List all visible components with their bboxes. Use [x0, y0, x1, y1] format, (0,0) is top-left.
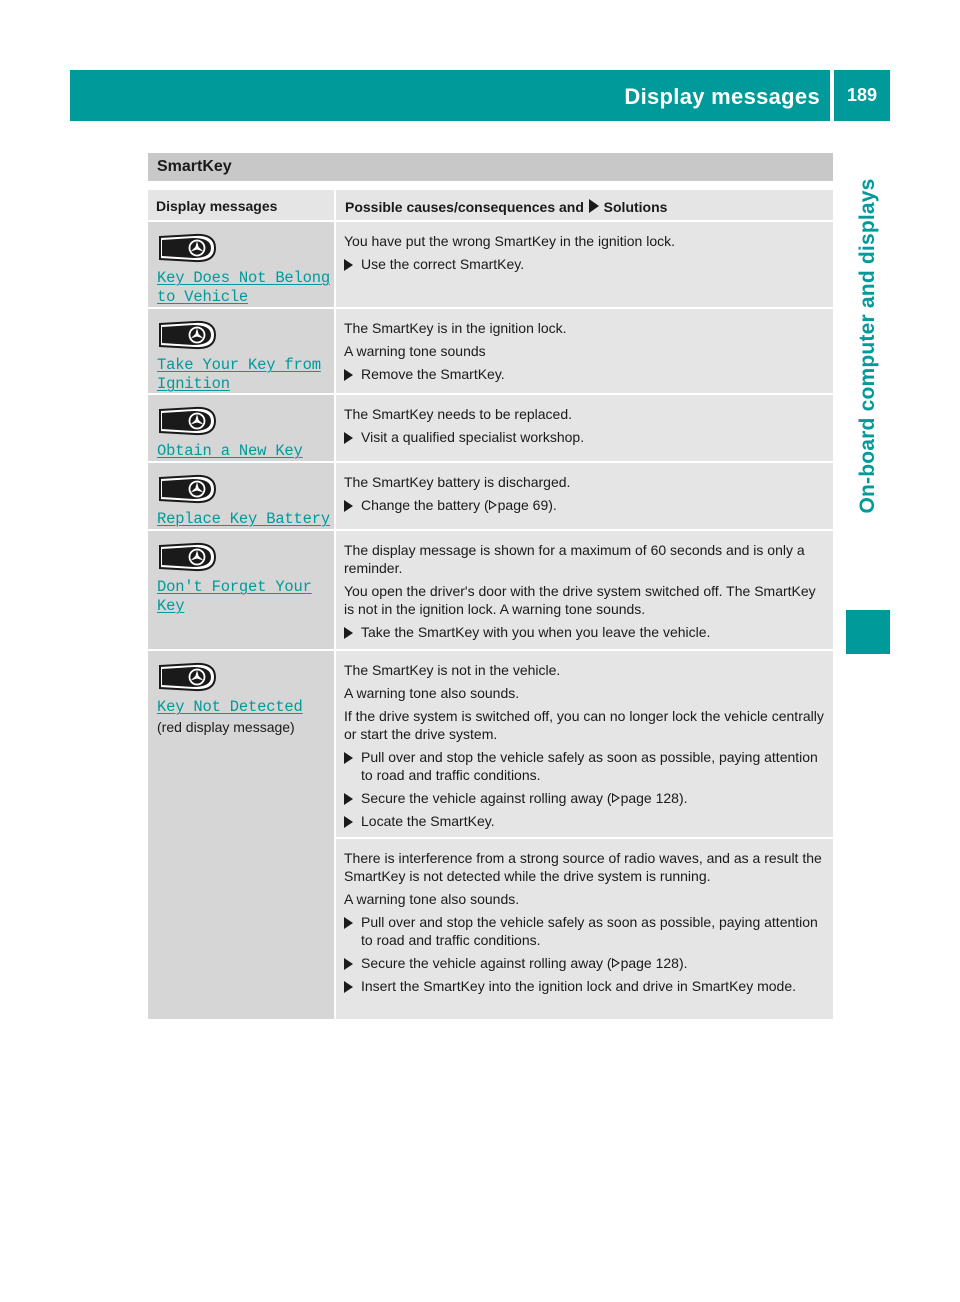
solution-step	[344, 623, 825, 641]
page-reference-icon	[489, 500, 498, 511]
solution-step	[344, 954, 825, 972]
cause-text: If the drive system is switched off, you can no longer lock the vehicle centrally or start the drive system.	[344, 708, 824, 742]
cause-text: You open the driver's door with the drive system switched off. The SmartKey is not in the ignition lock. A warning tone sounds.	[344, 583, 816, 617]
table-row	[148, 463, 833, 531]
solution-cell	[334, 309, 833, 393]
arrow-icon	[344, 752, 353, 764]
header-title: Display messages	[624, 84, 820, 109]
smartkey-icon	[157, 405, 217, 437]
solution-cell	[334, 463, 833, 529]
side-title: On-board computer and displays	[856, 178, 879, 514]
solution-block	[336, 395, 833, 446]
solution-block	[336, 309, 833, 383]
table-body	[148, 222, 833, 1021]
step-text: ).	[678, 955, 688, 971]
message-cell	[148, 651, 334, 1019]
solution-step	[344, 748, 825, 784]
arrow-icon	[344, 793, 353, 805]
cause-text: The display message is shown for a maximum of 60 seconds and is only a reminder.	[344, 542, 805, 576]
cause-text: The SmartKey battery is discharged.	[344, 474, 571, 490]
step-text: ).	[678, 790, 688, 806]
smartkey-icon	[157, 319, 217, 351]
message-note: (red display message)	[157, 719, 295, 735]
solution-step	[344, 365, 825, 383]
step-text: Take the SmartKey with you when you leave the vehicle.	[361, 624, 711, 640]
solution-step	[344, 428, 825, 446]
column-header-solutions-a: Possible causes/consequences and	[345, 199, 584, 215]
step-text: Locate the SmartKey.	[361, 813, 495, 829]
solution-step	[344, 977, 825, 995]
solution-cell	[334, 222, 833, 307]
solution-block	[336, 463, 833, 514]
smartkey-icon	[157, 473, 217, 505]
solution-step	[344, 496, 825, 514]
message-cell	[148, 463, 334, 529]
message-cell	[148, 531, 334, 649]
solution-step	[344, 913, 825, 949]
smartkey-icon	[157, 661, 217, 693]
arrow-icon	[344, 259, 353, 271]
smartkey-icon	[157, 232, 217, 264]
arrow-icon	[344, 369, 353, 381]
table-header	[148, 190, 833, 222]
step-text: Use the correct SmartKey.	[361, 256, 525, 272]
column-header-solutions	[334, 190, 833, 220]
message-table	[148, 190, 833, 1021]
page-reference-icon	[612, 958, 621, 969]
arrow-icon	[589, 199, 599, 213]
step-text: Insert the SmartKey into the ignition lock and drive in SmartKey mode.	[361, 978, 796, 994]
solution-block	[336, 531, 833, 641]
solution-cell	[334, 651, 833, 1019]
page-reference[interactable]: page 128	[620, 790, 679, 806]
display-message: Key Not Detected	[157, 698, 303, 716]
arrow-icon	[344, 432, 353, 444]
table-row	[148, 222, 833, 309]
cause-text: A warning tone also sounds.	[344, 891, 520, 907]
display-message: Obtain a New Key	[157, 442, 303, 460]
arrow-icon	[344, 500, 353, 512]
table-row	[148, 651, 833, 1021]
message-cell	[148, 309, 334, 393]
message-cell	[148, 222, 334, 307]
side-block	[846, 610, 890, 654]
step-text: Remove the SmartKey.	[361, 366, 505, 382]
display-message: Don't Forget Your Key	[157, 578, 312, 615]
page-number: 189	[834, 70, 890, 121]
cause-text: The SmartKey is not in the vehicle.	[344, 662, 561, 678]
arrow-icon	[344, 816, 353, 828]
smartkey-icon	[157, 541, 217, 573]
solution-cell	[334, 531, 833, 649]
arrow-icon	[344, 917, 353, 929]
page-reference[interactable]: page 128	[620, 955, 679, 971]
arrow-icon	[344, 958, 353, 970]
step-text: Secure the vehicle against rolling away (	[361, 955, 612, 971]
section-title: SmartKey	[148, 153, 833, 181]
step-text: Pull over and stop the vehicle safely as soon as possible, paying attention to road and traffic conditions.	[361, 914, 818, 948]
step-text: Visit a qualified specialist workshop.	[361, 429, 585, 445]
step-text: ).	[548, 497, 557, 513]
solution-block	[336, 222, 833, 273]
column-header-messages: Display messages	[156, 198, 278, 214]
arrow-icon	[344, 981, 353, 993]
arrow-icon	[344, 627, 353, 639]
cause-text: There is interference from a strong source of radio waves, and as a result the SmartKey is not detected while the drive system is running.	[344, 850, 822, 884]
column-header-solutions-b: Solutions	[603, 199, 668, 215]
table-row	[148, 395, 833, 463]
cause-text: A warning tone sounds	[344, 343, 486, 359]
solution-step	[344, 255, 825, 273]
solution-step	[344, 812, 825, 830]
cause-text: You have put the wrong SmartKey in the ignition lock.	[344, 233, 676, 249]
display-message: Take Your Key from Ignition	[157, 356, 321, 393]
solution-block	[336, 837, 833, 1017]
message-cell	[148, 395, 334, 461]
step-text: Pull over and stop the vehicle safely as soon as possible, paying attention to road and traffic conditions.	[361, 749, 818, 783]
cause-text: The SmartKey is in the ignition lock.	[344, 320, 567, 336]
display-message: Replace Key Battery	[157, 510, 330, 528]
cause-text: A warning tone also sounds.	[344, 685, 520, 701]
page-reference-icon	[612, 793, 621, 804]
step-text: Change the battery (	[361, 497, 489, 513]
solution-block	[336, 651, 833, 837]
table-row	[148, 531, 833, 651]
header-bar	[70, 70, 830, 121]
solution-step	[344, 789, 825, 807]
solution-cell	[334, 395, 833, 461]
table-row	[148, 309, 833, 395]
display-message: Key Does Not Belong to Vehicle	[157, 269, 330, 306]
cause-text: The SmartKey needs to be replaced.	[344, 406, 573, 422]
page-reference[interactable]: page 69	[497, 497, 549, 513]
step-text: Secure the vehicle against rolling away (	[361, 790, 612, 806]
